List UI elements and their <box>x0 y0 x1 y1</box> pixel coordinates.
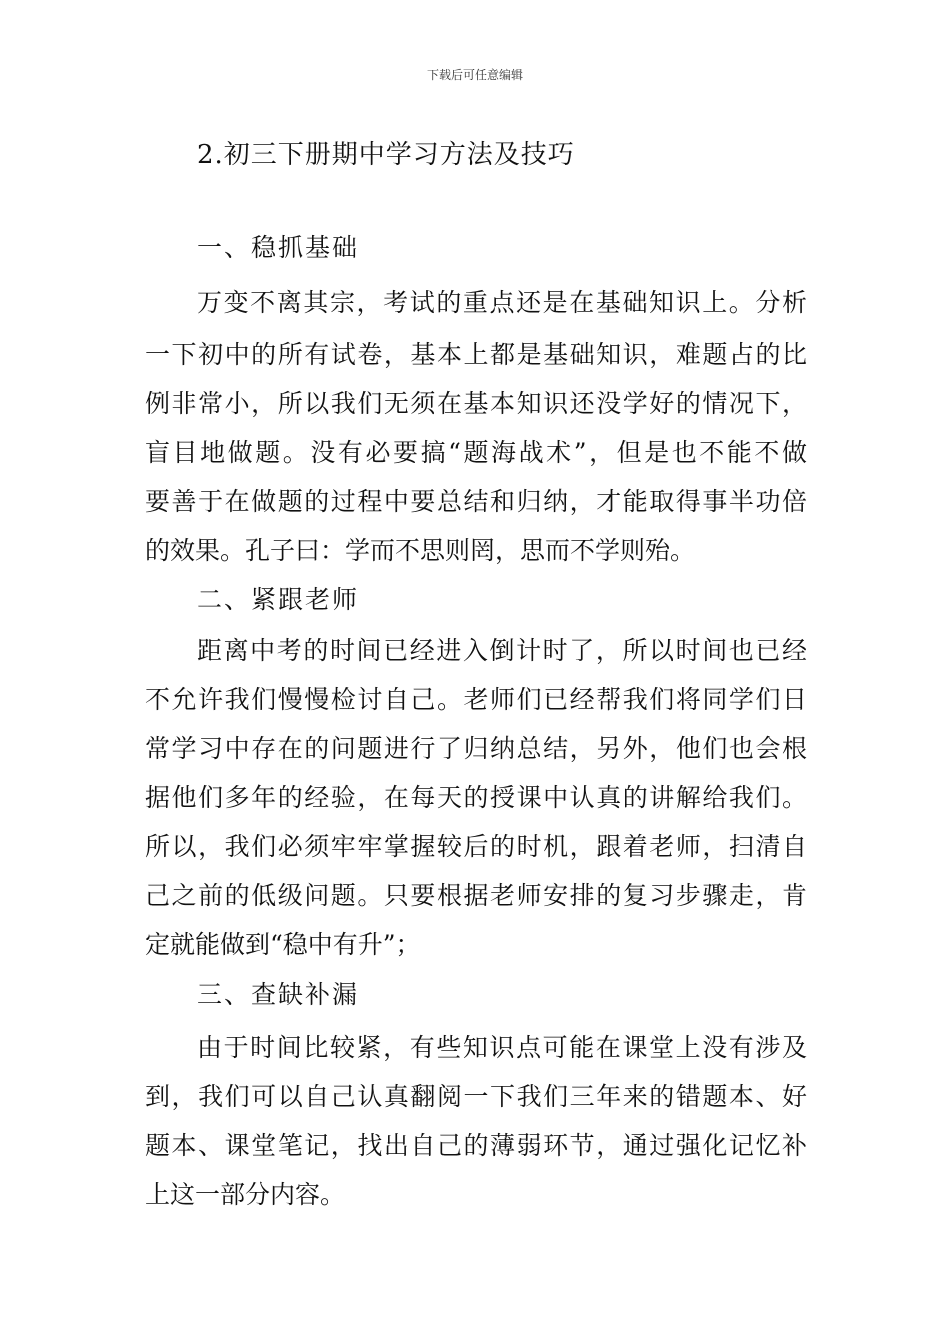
paragraph-line: 万变不离其宗，考试的重点还是在基础知识上。分析 <box>197 288 807 317</box>
section-heading: 一、稳抓基础 <box>197 233 360 262</box>
paragraph-line: 的效果。孔子曰：学而不思则罔，思而不学则殆。 <box>145 536 696 565</box>
paragraph-line: 题本、课堂笔记，找出自己的薄弱环节，通过强化记忆补 <box>145 1131 807 1160</box>
paragraph-line: 上这一部分内容。 <box>145 1180 346 1209</box>
paragraph-line: 要善于在做题的过程中要总结和归纳，才能取得事半功倍 <box>145 487 807 516</box>
paragraph-line: 盲目地做题。没有必要搞“题海战术”，但是也不能不做 <box>145 438 807 467</box>
paragraph-line: 到，我们可以自己认真翻阅一下我们三年来的错题本、好 <box>145 1082 807 1111</box>
paragraph-line: 据他们多年的经验，在每天的授课中认真的讲解给我们。 <box>145 783 807 812</box>
paragraph-line: 常学习中存在的问题进行了归纳总结，另外，他们也会根 <box>145 734 807 763</box>
paragraph-line: 距离中考的时间已经进入倒计时了，所以时间也已经 <box>197 636 807 665</box>
paragraph-line: 由于时间比较紧，有些知识点可能在课堂上没有涉及 <box>197 1033 807 1062</box>
section-heading: 三、查缺补漏 <box>197 980 360 1009</box>
paragraph-line: 一下初中的所有试卷，基本上都是基础知识，难题占的比 <box>145 340 807 369</box>
paragraph-line: 己之前的低级问题。只要根据老师安排的复习步骤走，肯 <box>145 881 807 910</box>
paragraph-line: 所以，我们必须牢牢掌握较后的时机，跟着老师，扫清自 <box>145 832 807 861</box>
paragraph-line: 定就能做到“稳中有升”； <box>145 930 421 959</box>
paragraph-line: 不允许我们慢慢检讨自己。老师们已经帮我们将同学们日 <box>145 685 807 714</box>
document-title: 2.初三下册期中学习方法及技巧 <box>197 140 575 170</box>
page-header-note: 下载后可任意编辑 <box>426 68 523 82</box>
paragraph-line: 例非常小，所以我们无须在基本知识还没学好的情况下， <box>145 389 807 418</box>
section-heading: 二、紧跟老师 <box>197 585 360 614</box>
